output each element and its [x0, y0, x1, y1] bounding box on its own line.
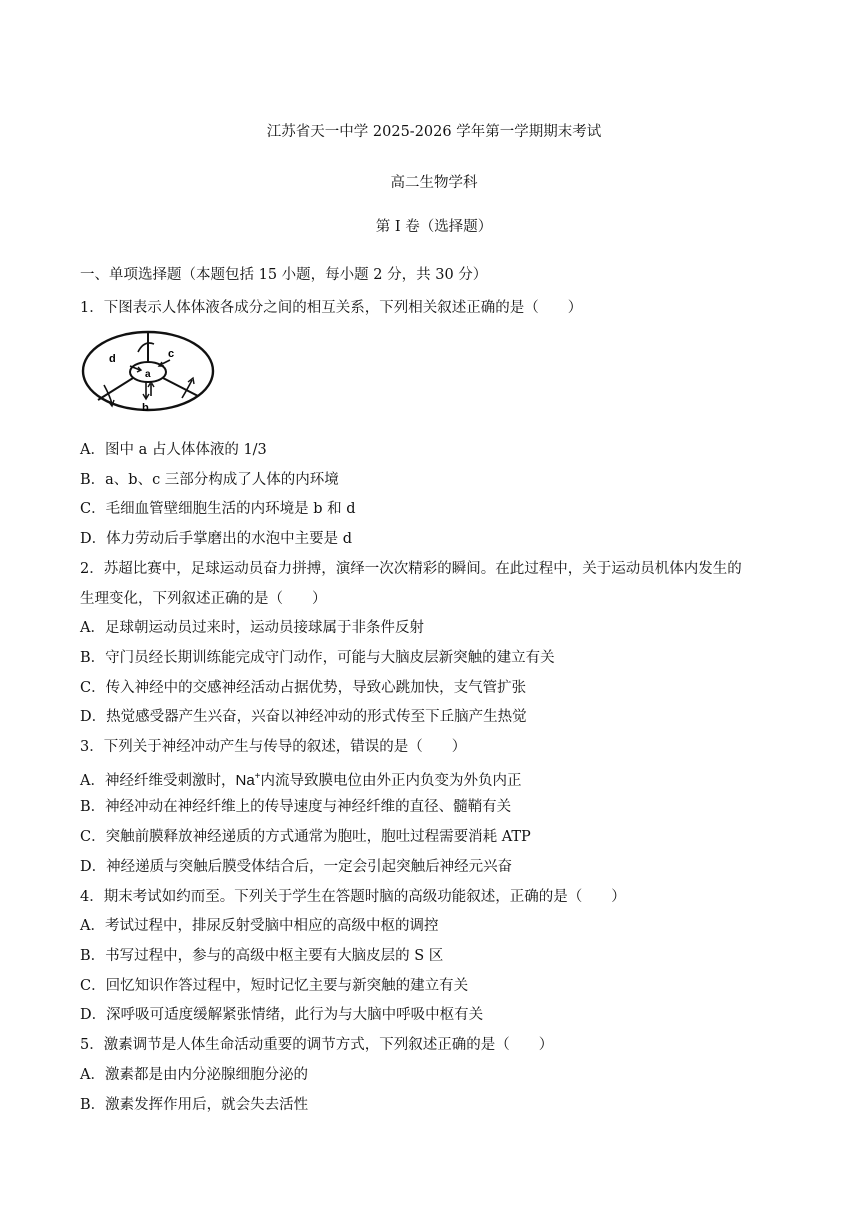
label-a: a [145, 369, 151, 380]
subject-title: 高二生物学科 [390, 175, 478, 191]
question-4-stem: 4．期末考试如约而至。下列关于学生在答题时脑的高级功能叙述，正确的是（ ） [80, 889, 626, 905]
question-3-stem: 3．下列关于神经冲动产生与传导的叙述，错误的是（ ） [80, 739, 467, 755]
section-heading: 一、单项选择题（本题包括 15 小题，每小题 2 分，共 30 分） [80, 267, 488, 283]
question-4-option-d: D．深呼吸可适度缓解紧张情绪，此行为与大脑中呼吸中枢有关 [80, 1007, 484, 1023]
exam-title: 江苏省天一中学 2025-2026 学年第一学期期末考试 [266, 124, 602, 140]
question-4-option-a: A．考试过程中，排尿反射受脑中相应的高级中枢的调控 [80, 918, 439, 934]
volume-title: 第 I 卷（选择题） [375, 219, 493, 235]
label-b: b [142, 402, 149, 412]
question-2-option-b: B．守门员经长期训练能完成守门动作，可能与大脑皮层新突触的建立有关 [80, 650, 555, 666]
question-5-stem: 5．激素调节是人体生命活动重要的调节方式，下列叙述正确的是（ ） [80, 1037, 554, 1053]
question-2-option-c: C．传入神经中的交感神经活动占据优势，导致心跳加快，支气管扩张 [80, 680, 527, 696]
label-d: d [109, 353, 116, 365]
question-4-option-b: B．书写过程中，参与的高级中枢主要有大脑皮层的 S 区 [80, 948, 444, 964]
question-1-option-a: A．图中 a 占人体体液的 1/3 [80, 442, 267, 458]
question-3-option-b: B．神经冲动在神经纤维上的传导速度与神经纤维的直径、髓鞘有关 [80, 799, 512, 815]
sodium-charge: + [254, 771, 261, 782]
question-2-stem: 2．苏超比赛中，足球运动员奋力拼搏，演绎一次次精彩的瞬间。在此过程中，关于运动员机体内发生的 [80, 561, 742, 577]
question-5-option-b: B．激素发挥作用后，就会失去活性 [80, 1097, 309, 1113]
question-5-option-a: A．激素都是由内分泌腺细胞分泌的 [80, 1067, 308, 1083]
question-3-option-a [80, 768, 522, 790]
question-2-option-d: D．热觉感受器产生兴奋，兴奋以神经冲动的形式传至下丘脑产生热觉 [80, 709, 527, 725]
question-1-option-d: D．体力劳动后手掌磨出的水泡中主要是 d [80, 531, 353, 547]
question-2-stem-cont: 生理变化，下列叙述正确的是（ ） [80, 591, 327, 607]
question-3-option-c: C．突触前膜释放神经递质的方式通常为胞吐，胞吐过程需要消耗 ATP [80, 829, 531, 845]
question-1-stem: 1．下图表示人体体液各成分之间的相互关系，下列相关叙述正确的是（ ） [80, 300, 583, 316]
question-3-option-d: D．神经递质与突触后膜受体结合后，一定会引起突触后神经元兴奋 [80, 859, 513, 875]
body-fluid-diagram [80, 330, 216, 412]
label-c: c [168, 348, 175, 360]
sodium-ion: Na [235, 771, 255, 789]
question-2-option-a: A．足球朝运动员过来时，运动员接球属于非条件反射 [80, 620, 424, 636]
question-3-option-a-prefix: A．神经纤维受刺激时， [80, 772, 236, 789]
question-4-option-c: C．回忆知识作答过程中，短时记忆主要与新突触的建立有关 [80, 978, 469, 994]
question-1-option-b: B．a、b、c 三部分构成了人体的内环境 [80, 472, 339, 488]
question-3-option-a-suffix: 内流导致膜电位由外正内负变为外负内正 [260, 772, 522, 789]
question-1-option-c: C．毛细血管壁细胞生活的内环境是 b 和 d [80, 501, 356, 517]
